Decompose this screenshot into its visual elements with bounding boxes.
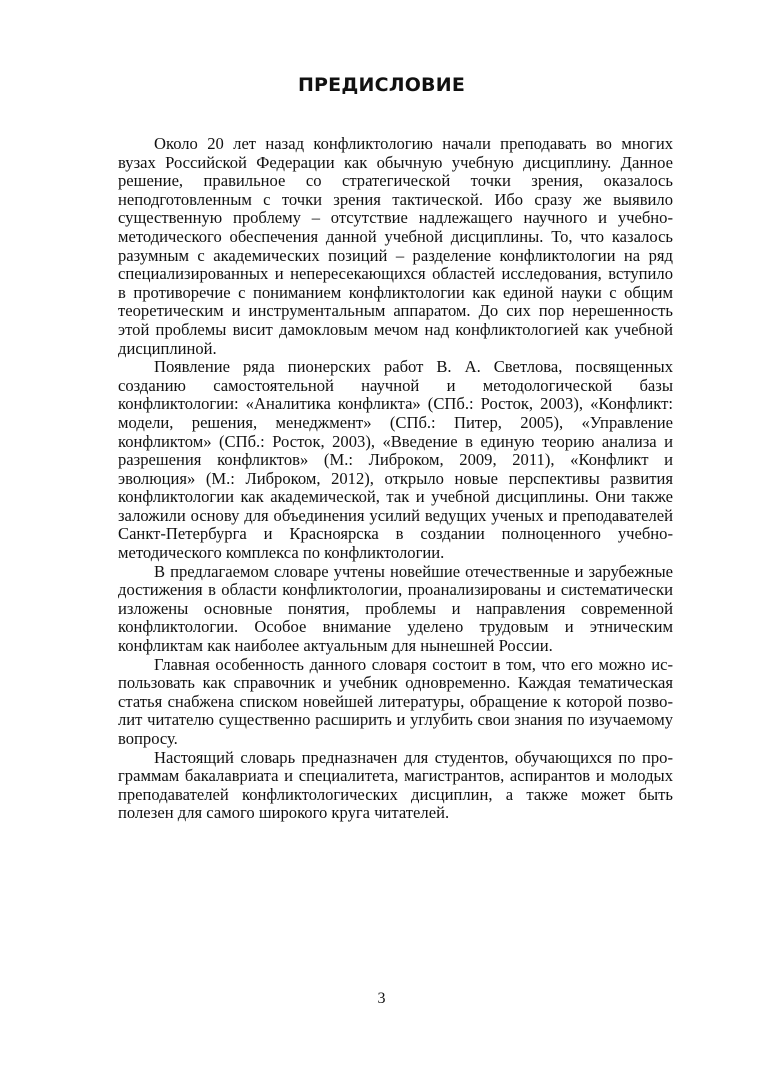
paragraph-2: Появление ряда пионерских работ В. А. Светлова, посвященных созданию самостоятельной научной и методологической базы конфликтологии: «Аналитика конфликта» (СПб.: Росток, 2003), «Конфликт: модели, решения, менеджмент» (СПб.: Питер, 2005), «Управление конфликтом» (СПб.: Росток, 2003), «Введение в единую теорию анализа и разрешения конфликтов» (М.: Либроком, 2009, 2011), «Конфликт и эволюция» (М.: Либроком, 2012), открыло новые перспективы развития конфликтологии как академической, так и учебной дисциплины. Они также заложили основу для объединения усилий ведущих ученых и преподавателей Санкт-Петербурга и Красноярска в создании полноценного учебно-методического комплекса по конфликтологии. [118, 357, 673, 563]
paragraph-5: Настоящий словарь предназначен для студентов, обучающихся по программам бакалавриата и специалитета, магистрантов, аспирантов и молодых преподавателей конфликтологических дисциплин, а также может быть полезен для самого широкого круга читателей. [118, 747, 673, 823]
preface-body [118, 135, 673, 823]
page-number: 3 [377, 990, 386, 1007]
paragraph-4: Главная особенность данного словаря состоит в том, что его можно использовать как справочник и учебник одновременно. Каждая тематическая статья снабжена списком новейшей литературы, обращение к которой позволит читателю существенно расширить и углубить свои знания по изучаемому вопросу. [118, 654, 673, 748]
page-title: ПРЕДИСЛОВИЕ [297, 74, 466, 96]
paragraph-3: В предлагаемом словаре учтены новейшие отечественные и зарубежные достижения в области конфликтологии, проанализированы и систематически изложены основные понятия, проблемы и направления современной конфликтологии. Особое внимание уделено трудовым и этническим конфликтам как наиболее актуальным для нынешней России. [118, 561, 673, 656]
paragraph-1: Около 20 лет назад конфликтологию начали преподавать во многих вузах Российской Федерации как обычную учебную дисциплину. Данное решение, правильное со стратегической точки зрения, оказалось неподготовленным с точки зрения тактической. Ибо сразу же выявило существенную проблему – отсутствие надлежащего научного и учебно-методического обеспечения данной учебной дисциплины. То, что казалось разумным с академических позиций – разделение конфликтологии на ряд специализированных и непересекающихся областей исследования, вступило в противоречие с пониманием конфликтологии как единой науки с общим теоретическим и инструментальным аппаратом. До сих пор нерешенность этой проблемы висит дамокловым мечом над конфликтологией как учебной дисциплиной. [118, 134, 673, 358]
